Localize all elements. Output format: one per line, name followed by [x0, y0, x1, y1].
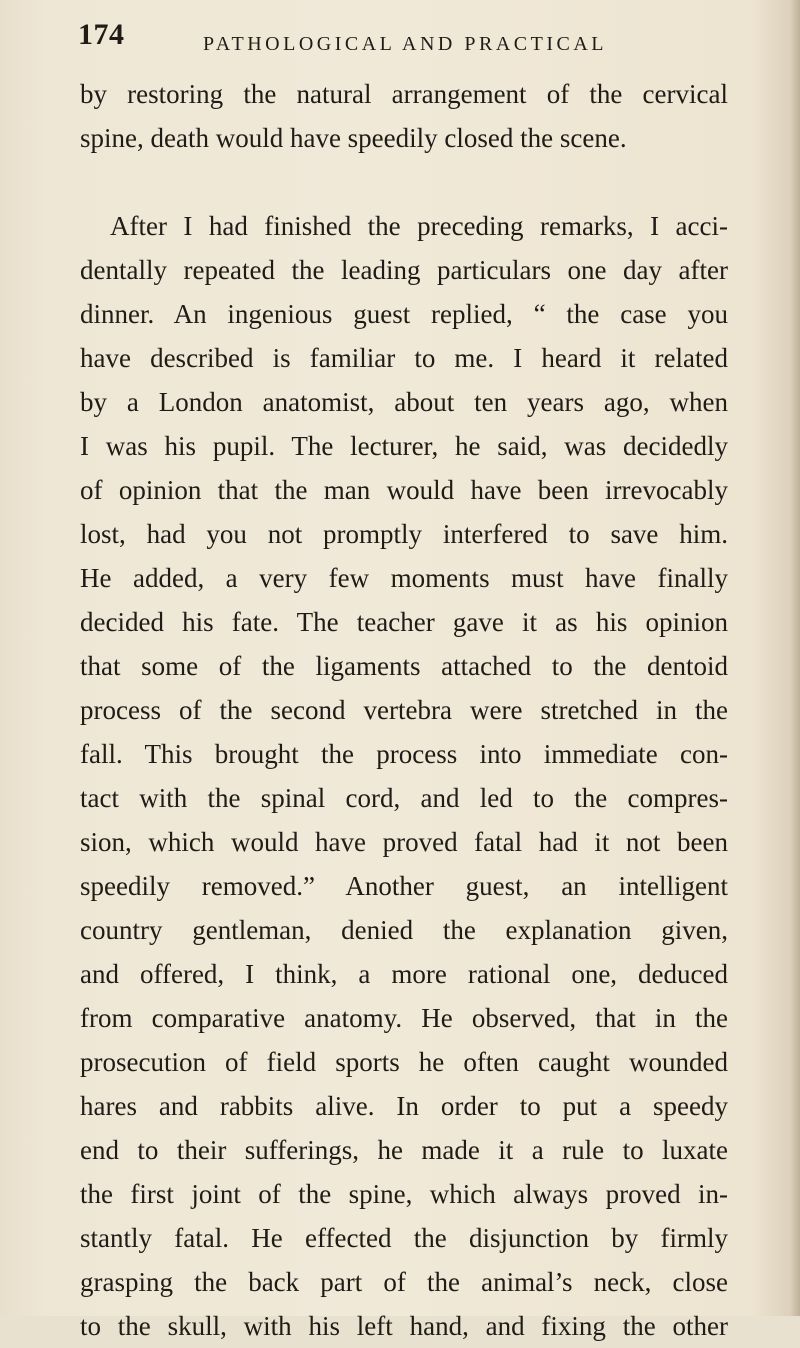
- text-line: the first joint of the spine, which always proved in-: [80, 1179, 728, 1209]
- text-line: from comparative anatomy. He observed, that in the: [80, 1003, 728, 1033]
- text-line: of opinion that the man would have been irrevocably: [80, 475, 728, 505]
- text-line: fall. This brought the process into immediate con-: [80, 739, 728, 769]
- text-line: He added, a very few moments must have finally: [80, 563, 728, 593]
- text-line: that some of the ligaments attached to the dentoid: [80, 651, 728, 681]
- text-line: I was his pupil. The lecturer, he said, was decidedly: [80, 431, 728, 461]
- text-line: by a London anatomist, about ten years ago, when: [80, 387, 728, 417]
- text-line: decided his fate. The teacher gave it as his opinion: [80, 607, 728, 637]
- page-number: 174: [78, 18, 125, 51]
- text-line: by restoring the natural arrangement of the cervical: [80, 79, 728, 109]
- text-line: stantly fatal. He effected the disjunction by firmly: [80, 1223, 728, 1253]
- text-line: prosecution of field sports he often caught wounded: [80, 1047, 728, 1077]
- paragraph-1: [80, 72, 728, 160]
- text-line: country gentleman, denied the explanation given,: [80, 915, 728, 945]
- paragraph-gap: [80, 160, 728, 204]
- text-line: to the skull, with his left hand, and fixing the other: [80, 1311, 728, 1341]
- text-line: tact with the spinal cord, and led to the compres-: [80, 783, 728, 813]
- body-text: [80, 72, 728, 1348]
- text-line: dinner. An ingenious guest replied, “ the case you: [80, 299, 728, 329]
- text-line: hares and rabbits alive. In order to put a speedy: [80, 1091, 728, 1121]
- text-line: speedily removed.” Another guest, an intelligent: [80, 871, 728, 901]
- text-line: and offered, I think, a more rational one, deduced: [80, 959, 728, 989]
- running-head: PATHOLOGICAL AND PRACTICAL: [203, 33, 607, 55]
- text-line: grasping the back part of the animal’s neck, close: [80, 1267, 728, 1297]
- text-line: sion, which would have proved fatal had it not been: [80, 827, 728, 857]
- text-line: have described is familiar to me. I heard it related: [80, 343, 728, 373]
- text-line: process of the second vertebra were stretched in the: [80, 695, 728, 725]
- text-line: lost, had you not promptly interfered to save him.: [80, 519, 728, 549]
- text-line: After I had finished the preceding remarks, I acci-: [110, 211, 728, 241]
- text-line: dentally repeated the leading particulars one day after: [80, 255, 728, 285]
- text-line: end to their sufferings, he made it a rule to luxate: [80, 1135, 728, 1165]
- page-header: [78, 16, 740, 55]
- text-line: spine, death would have speedily closed the scene.: [80, 123, 627, 153]
- paragraph-2: [80, 204, 728, 1348]
